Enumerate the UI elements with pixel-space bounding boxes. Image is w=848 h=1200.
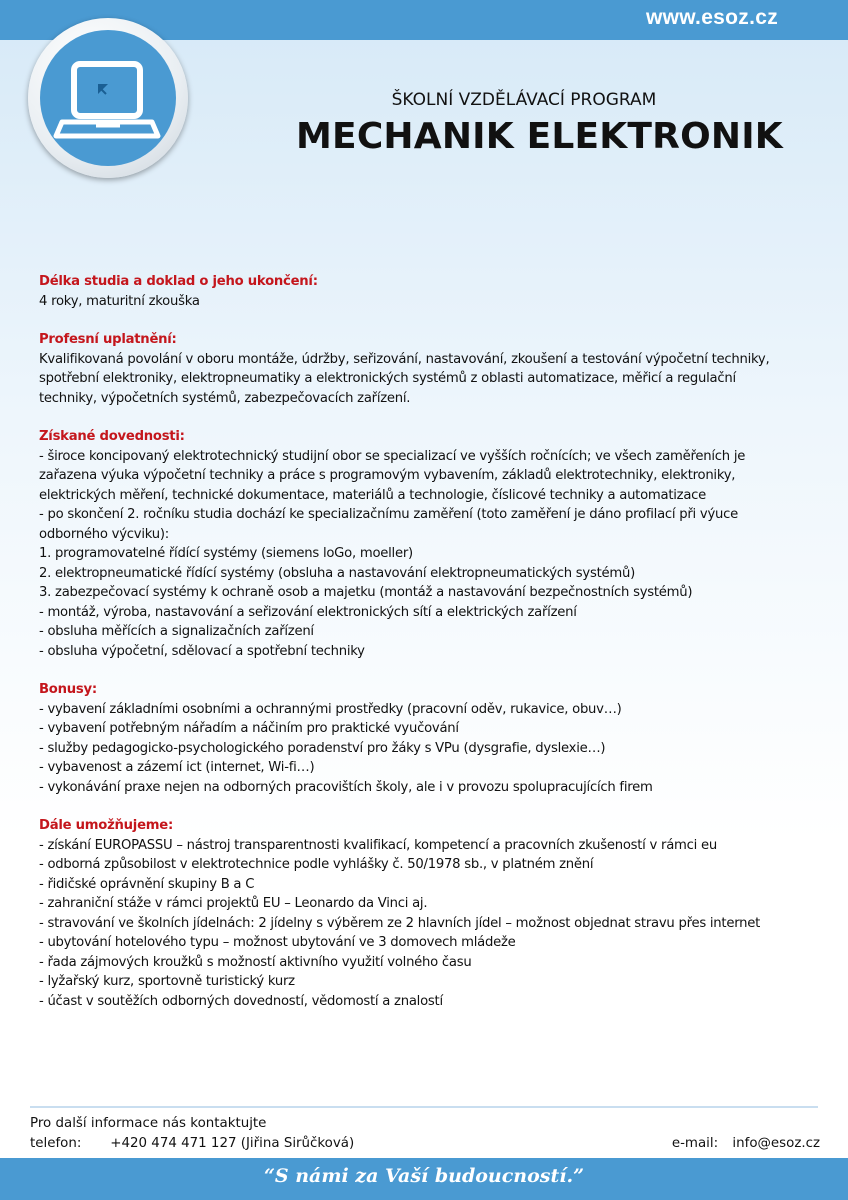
section-line: - řidičské oprávnění skupiny B a C	[39, 876, 255, 892]
phone-value[interactable]: +420 474 471 127 (Jiřina Sirůčková)	[110, 1136, 355, 1151]
section-heading: Délka studia a doklad o jeho ukončení:	[39, 274, 318, 289]
section-line: Kvalifikovaná povolání v oboru montáže, údržby, seřizování, nastavování, zkoušení a testování výpočetní techniky,	[39, 351, 770, 367]
section-line: techniky, výpočetních systémů, zabezpečovacích zařízení.	[39, 390, 411, 406]
section-line: - vybavenost a zázemí ict (internet, Wi-fi…)	[39, 760, 315, 775]
contact-footer	[30, 1114, 820, 1154]
email-value[interactable]: info@esoz.cz	[732, 1136, 820, 1151]
section-heading: Získané dovednosti:	[39, 429, 185, 444]
section	[39, 816, 819, 1011]
section-line: - montáž, výroba, nastavování a seřizování elektronických sítí a elektrických zařízení	[39, 604, 577, 620]
section-line: elektrických měření, technické dokumentace, materiálů a technologie, číslicové techniky a automatizace	[39, 487, 707, 503]
contact-intro: Pro další informace nás kontaktujte	[30, 1116, 267, 1131]
section	[39, 427, 819, 661]
section-line: - lyžařský kurz, sportovně turistický kurz	[39, 974, 295, 989]
section-line: - služby pedagogicko-psychologického poradenství pro žáky s VPu (dysgrafie, dyslexie…)	[39, 740, 606, 756]
bottom-banner	[0, 1158, 848, 1200]
section-line: 3. zabezpečovací systémy k ochraně osob a majetku (montáž a nastavování bezpečnostních systémů)	[39, 585, 693, 600]
section-line: 2. elektropneumatické řídící systémy (obsluha a nastavování elektropneumatických systémů)	[39, 565, 635, 581]
section	[39, 330, 819, 408]
section-line: - účast v soutěžích odborných dovedností, vědomostí a znalostí	[39, 993, 443, 1009]
section-line: - ubytování hotelového typu – možnost ubytování ve 3 domovech mládeže	[39, 935, 516, 950]
section-line: - zahraniční stáže v rámci projektů EU – Leonardo da Vinci aj.	[39, 896, 428, 911]
section-line: - vykonávání praxe nejen na odborných pracovištích školy, ale i v provozu spolupracujících firem	[39, 779, 653, 795]
footer-divider	[30, 1106, 818, 1108]
section	[39, 680, 819, 797]
section-line: - vybavení potřebným nářadím a náčiním pro praktické vyučování	[39, 721, 459, 736]
section-line: zařazena výuka výpočetní techniky a práce s programovým vybavením, základů elektrotechniky, elektroniky,	[39, 468, 736, 483]
section-line: - obsluha výpočetní, sdělovací a spotřební techniky	[39, 643, 365, 659]
phone-label: telefon:	[30, 1136, 82, 1151]
section-line: - vybavení základními osobními a ochrannými prostředky (pracovní oděv, rukavice, obuv…)	[39, 701, 622, 717]
email-block	[672, 1134, 820, 1154]
slogan: “S námi za Vaší budoucností.”	[263, 1165, 585, 1187]
section-line: spotřební elektroniky, elektropneumatiky a elektronických systémů z oblasti automatizace, měřicí a regulační	[39, 371, 736, 386]
program-description	[39, 272, 819, 1030]
website-url[interactable]: www.esoz.cz	[645, 6, 778, 29]
section	[39, 272, 819, 311]
contact-row	[30, 1134, 820, 1154]
section-line: - odborná způsobilost v elektrotechnice podle vyhlášky č. 50/1978 sb., v platném znění	[39, 857, 594, 872]
email-label: e-mail:	[671, 1136, 719, 1151]
section-heading: Bonusy:	[39, 682, 97, 697]
section-heading: Dále umožňujeme:	[39, 818, 173, 833]
phone-block	[30, 1134, 354, 1154]
section-line: 1. programovatelné řídící systémy (siemens loGo, moeller)	[39, 546, 413, 561]
section-line: - řada zájmových kroužků s možností aktivního využití volného času	[39, 954, 472, 970]
page-title: MECHANIK ELEKTRONIK	[296, 116, 783, 157]
section-line: odborného výcviku):	[39, 526, 169, 542]
section-line: - stravování ve školních jídelnách: 2 jídelny s výběrem ze 2 hlavních jídel – možnost objednat stravu přes internet	[39, 915, 761, 931]
section-line: - po skončení 2. ročníku studia dochází ke specializačnímu zaměření (toto zaměření je dáno profilací při výuce	[39, 507, 738, 522]
section-line: - získání EUROPASSU – nástroj transparentnosti kvalifikací, kompetencí a pracovních zkušeností v rámci eu	[39, 837, 717, 853]
section-heading: Profesní uplatnění:	[39, 332, 177, 347]
program-subtitle	[0, 90, 848, 110]
section-line: - široce koncipovaný elektrotechnický studijní obor se specializací ve vyšších ročnících; ve všech zaměřeních je	[39, 448, 746, 464]
section-line: - obsluha měřících a signalizačních zařízení	[39, 624, 314, 639]
subtitle-text: ŠKOLNÍ VZDĚLÁVACÍ PROGRAM	[391, 90, 657, 110]
section-line: 4 roky, maturitní zkouška	[39, 293, 200, 309]
